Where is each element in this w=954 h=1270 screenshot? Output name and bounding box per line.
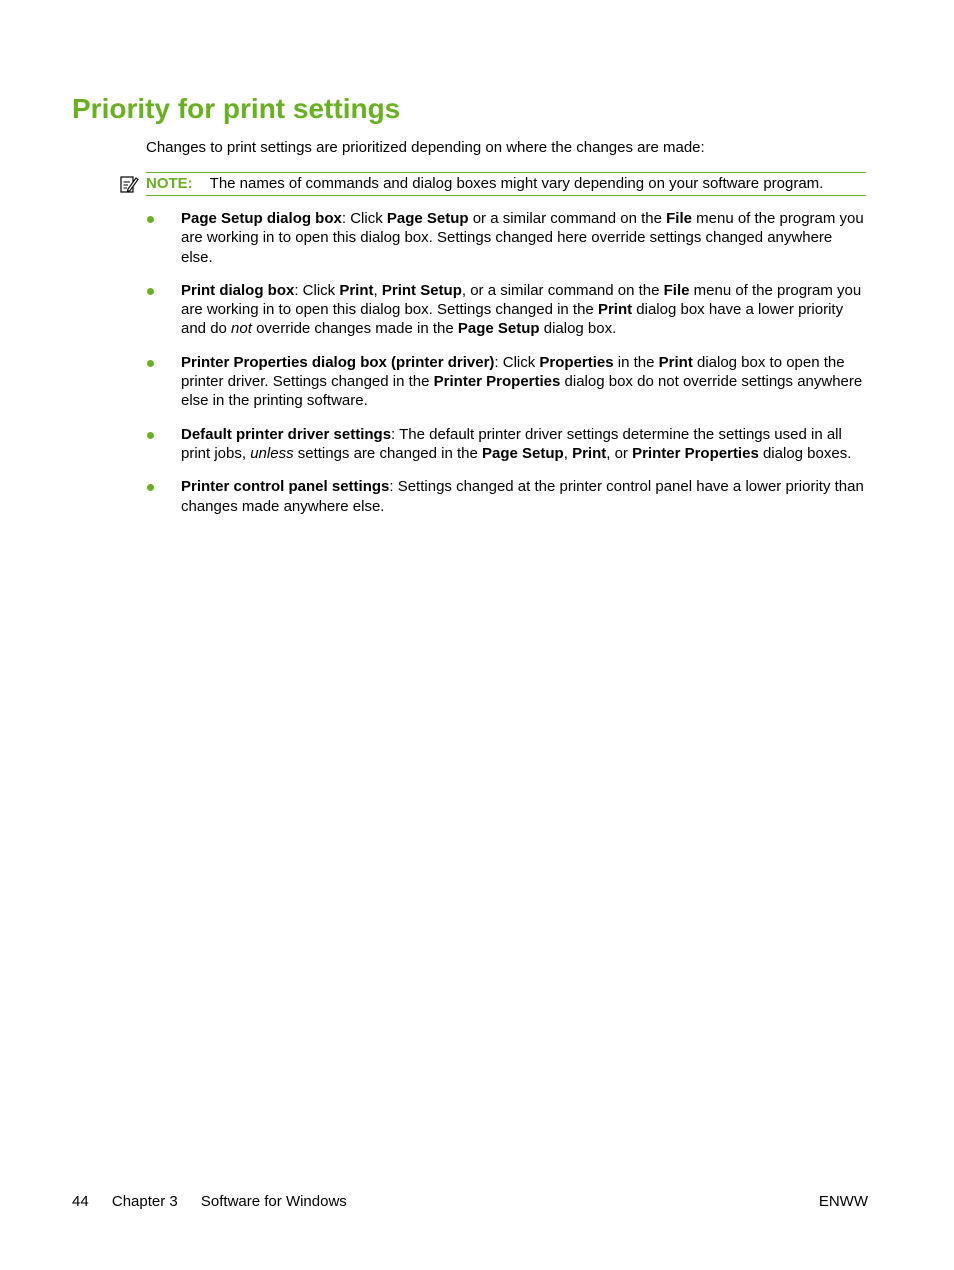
text-run: : Click [341,210,387,227]
bold-term: Print [597,301,633,319]
page-number: 44 [72,1193,89,1210]
list-item-text [181,282,861,338]
footer-right: ENWW [818,1193,868,1210]
text-run: : Settings changed at the printer control panel have a lower priority than changes made anywhere else. [181,478,864,515]
page-title: Priority for print settings [72,93,401,124]
emphasis: not [231,320,252,338]
footer-left [72,1192,347,1212]
bold-term: Page Setup dialog box [181,210,342,227]
bold-term: Properties [539,353,614,371]
bullet-dot-icon [147,432,154,439]
list-item-text [181,210,864,266]
priority-list [146,209,868,516]
chapter-title: Software for Windows [200,1193,347,1210]
bullet-dot-icon [147,484,154,491]
text-run: dialog box to open the printer driver. Settings changed in the [181,353,845,391]
bold-term: Print [339,281,374,299]
emphasis: unless [250,444,294,462]
text-run: in the [613,353,659,371]
bold-term: Print [658,353,693,371]
text-run: : Click [294,281,340,299]
list-item [146,353,868,411]
bold-term: Printer Properties [632,444,759,462]
list-item-text [181,426,851,462]
list-item [146,209,868,267]
bold-term: Page Setup [482,444,564,462]
text-run: settings are changed in the [293,444,483,462]
text-run: menu of the program you are working in to open this dialog box. Settings changed in the [181,281,862,319]
chapter-label: Chapter 3 [111,1193,178,1210]
bold-term: Print dialog box [181,281,295,299]
bold-term: Print [572,444,607,462]
list-item-text [181,354,862,410]
page-footer [72,1192,868,1212]
note-pencil-icon [119,174,139,194]
text-run: dialog box. [539,320,617,338]
bold-term: Default printer driver settings [181,425,392,443]
bold-term: Printer Properties dialog box (printer driver) [181,353,495,371]
text-run: dialog box have a lower priority and do [181,301,844,338]
bold-term: File [666,210,692,227]
text-run: menu of the program you are working in to open this dialog box. Settings changed here override settings changed anywhere else. [181,210,864,266]
text-run: , [563,444,573,462]
list-item [146,281,868,339]
text-run: , or [606,444,633,462]
bold-term: Printer Properties [433,373,561,391]
note-box [146,172,866,196]
bold-term: Page Setup [386,210,469,227]
list-item-text [181,478,864,514]
text-run: dialog boxes. [758,444,852,462]
bullet-dot-icon [147,360,154,367]
bullet-dot-icon [147,216,154,223]
text-run: or a similar command on the [468,210,667,227]
note-label: NOTE: [146,175,193,192]
bold-term: Page Setup [457,320,540,338]
text-run: , or a similar command on the [461,281,664,299]
list-item [146,477,868,516]
text-run: , [373,281,382,299]
text-run: : Click [494,353,540,371]
text-run: dialog box do not override settings anywhere else in the printing software. [181,373,863,410]
note-text: The names of commands and dialog boxes might vary depending on your software program. [209,175,824,192]
intro-paragraph: Changes to print settings are prioritized depending on where the changes are made: [146,139,705,156]
bold-term: Printer control panel settings [181,478,390,496]
text-run: override changes made in the [251,320,458,338]
bold-term: Print Setup [381,281,462,299]
bullet-dot-icon [147,288,154,295]
bold-term: File [663,281,690,299]
list-item [146,425,868,464]
text-run: : The default printer driver settings determine the settings used in all print jobs, [181,425,842,462]
